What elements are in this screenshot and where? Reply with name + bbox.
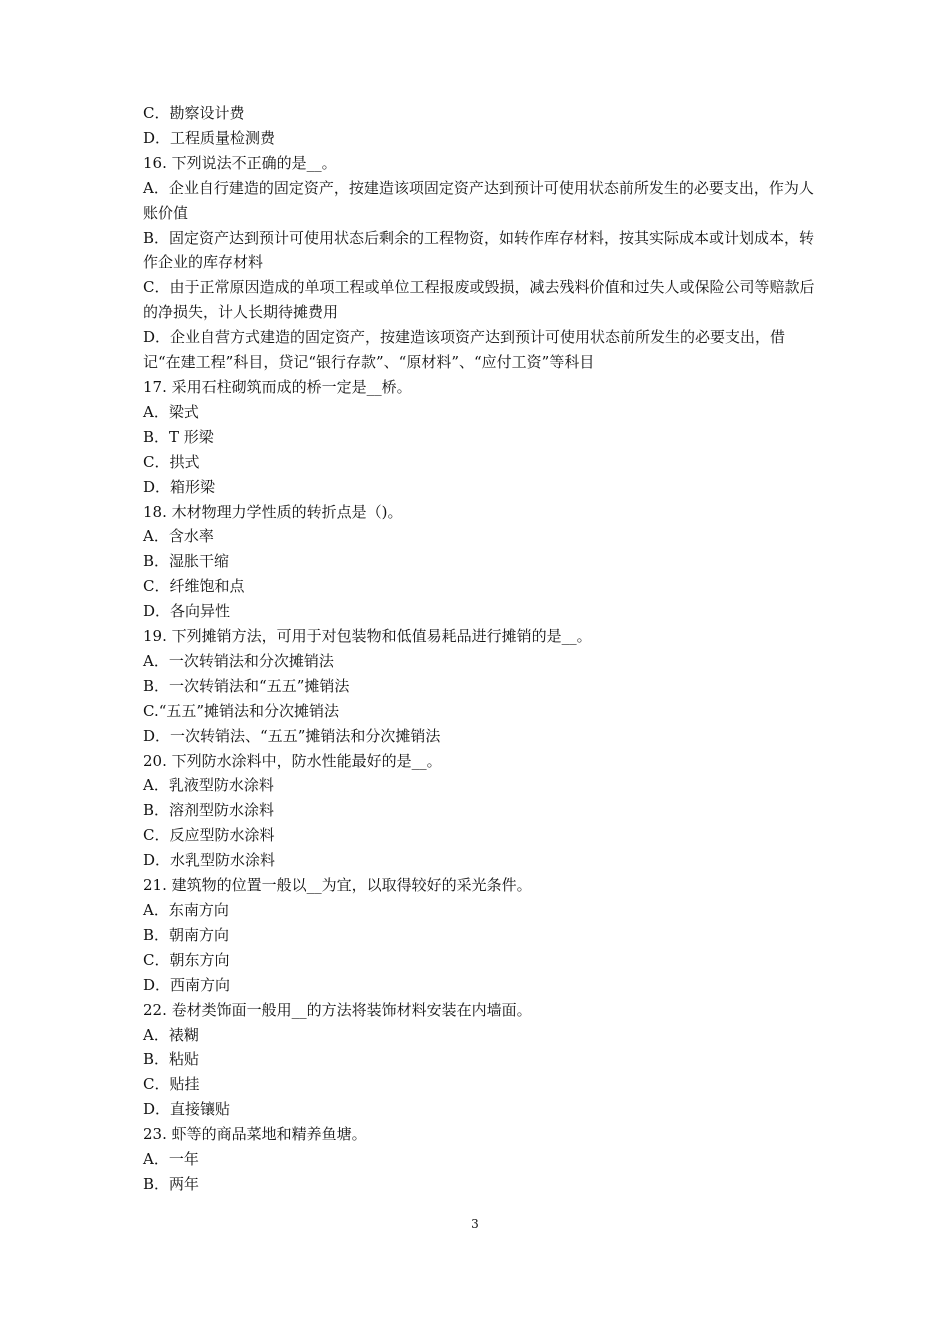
option-c: C．朝东方向 xyxy=(143,950,230,969)
option-d: D．工程质量检测费 xyxy=(143,128,276,147)
option-b: B．T 形梁 xyxy=(143,427,214,446)
option-b: B．溶剂型防水涂料 xyxy=(143,801,275,820)
option-b: B．湿胀干缩 xyxy=(143,552,230,571)
question-22: 22. 卷材类饰面一般用__的方法将装饰材料安装在内墙面。 xyxy=(143,1000,532,1019)
option-d: D．水乳型防水涂料 xyxy=(143,851,276,870)
question-23: 23. 虾等的商品菜地和精养鱼塘。 xyxy=(143,1125,367,1144)
page-number: 3 xyxy=(471,1217,479,1231)
option-a: A．乳液型防水涂料 xyxy=(143,776,274,795)
option-a: A．裱糊 xyxy=(143,1025,199,1044)
option-c: C．纤维饱和点 xyxy=(143,577,245,596)
option-a: A．一次转销法和分次摊销法 xyxy=(143,651,334,670)
option-c: C．拱式 xyxy=(143,452,200,471)
option-b: B．朝南方向 xyxy=(143,925,230,944)
option-a: A．东南方向 xyxy=(143,901,229,919)
option-b: B．固定资产达到预计可使用状态后剩余的工程物资，如转作库存材料，按其实际成本或计划成本，转作企业的库存材料 xyxy=(143,228,815,272)
option-d: D．西南方向 xyxy=(143,975,231,994)
question-17: 17. 采用石柱砌筑而成的桥一定是__桥。 xyxy=(143,377,412,396)
option-c: C．由于正常原因造成的单项工程或单位工程报废或毁损，减去残料价值和过失人或保险公司等赔款后的净损失，计人长期待摊费用 xyxy=(143,278,815,322)
option-a: A．企业自行建造的固定资产，按建造该项固定资产达到预计可使用状态前所发生的必要支出，作为人账价值 xyxy=(143,178,814,222)
option-d: D．箱形梁 xyxy=(143,477,216,496)
option-a: A．一年 xyxy=(143,1150,199,1169)
option-d: D．企业自营方式建造的固定资产，按建造该项资产达到预计可使用状态前所发生的必要支出，借记“在建工程”科目，贷记“银行存款”、“原材料”、“应付工资”等科目 xyxy=(143,328,786,372)
option-c: C．勘察设计费 xyxy=(143,104,245,122)
question-19: 19. 下列摊销方法，可用于对包装物和低值易耗品进行摊销的是__。 xyxy=(143,627,592,646)
option-b: B．两年 xyxy=(143,1174,200,1193)
option-b: B．一次转销法和“五五”摊销法 xyxy=(143,676,350,695)
option-a: A．含水率 xyxy=(143,527,214,546)
option-b: B．粘贴 xyxy=(143,1050,200,1069)
option-c: C．反应型防水涂料 xyxy=(143,826,275,845)
page-content xyxy=(143,101,815,1197)
option-d: D．各向异性 xyxy=(143,602,231,621)
question-16: 16. 下列说法不正确的是__。 xyxy=(143,153,337,172)
question-21: 21. 建筑物的位置一般以__为宜，以取得较好的采光条件。 xyxy=(143,876,532,895)
option-d: D．一次转销法、“五五”摊销法和分次摊销法 xyxy=(143,726,441,745)
option-c: C．贴挂 xyxy=(143,1075,200,1094)
option-d: D．直接镶贴 xyxy=(143,1100,231,1119)
question-18: 18. 木材物理力学性质的转折点是（)。 xyxy=(143,502,403,521)
option-a: A．梁式 xyxy=(143,402,199,421)
option-c: C.“五五”摊销法和分次摊销法 xyxy=(143,701,340,720)
question-20: 20. 下列防水涂料中，防水性能最好的是__。 xyxy=(143,751,442,770)
